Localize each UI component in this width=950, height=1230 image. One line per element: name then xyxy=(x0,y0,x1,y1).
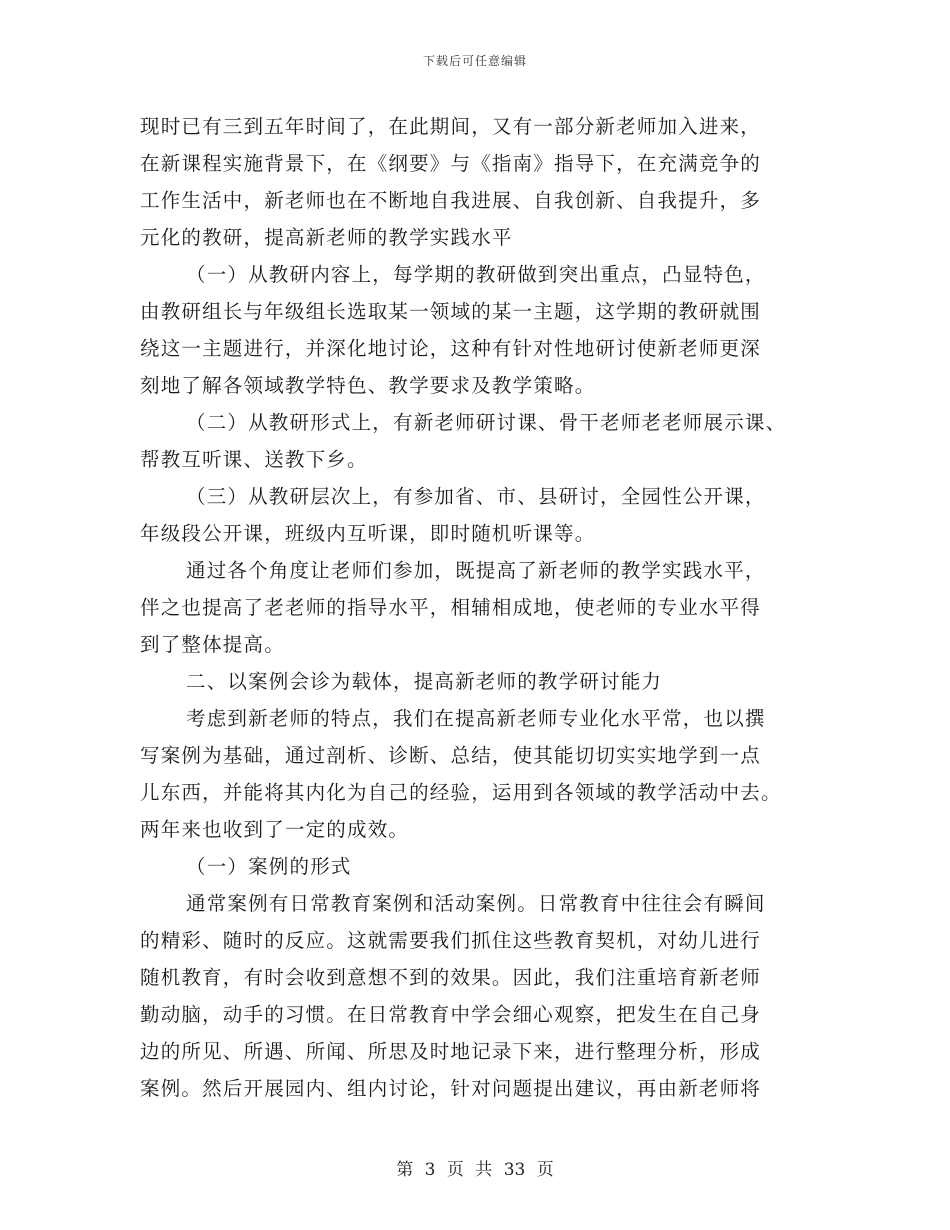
text-line: 考虑到新老师的特点，我们在提高新老师专业化水平常，也以撰 xyxy=(186,707,766,730)
text-line: 案例。然后开展园内、组内讨论，针对问题提出建议，再由新老师将 xyxy=(140,1077,762,1100)
text-line: 通过各个角度让老师们参加，既提高了新老师的教学实践水平， xyxy=(186,559,766,582)
text-line: 现时已有三到五年时间了，在此期间，又有一部分新老师加入进来， xyxy=(140,115,762,138)
page-number: 第 3 页 共 33 页 xyxy=(396,1160,554,1180)
paragraph xyxy=(140,885,820,1107)
text-line: 年级段公开课，班级内互听课，即时随机听课等。 xyxy=(140,522,596,545)
paragraph xyxy=(140,108,820,256)
text-line: 在新课程实施背景下，在《纲要》与《指南》指导下，在充满竞争的 xyxy=(140,152,762,175)
subsection-heading xyxy=(140,848,820,885)
text-line: 的精彩、随时的反应。这就需要我们抓住这些教育契机，对幼儿进行 xyxy=(140,929,762,952)
text-line: 随机教育，有时会收到意想不到的效果。因此，我们注重培育新老师 xyxy=(140,966,762,989)
text-line: 元化的教研，提高新老师的教学实践水平 xyxy=(140,226,513,249)
text-line: 勤动脑，动手的习惯。在日常教育中学会细心观察，把发生在自己身 xyxy=(140,1003,762,1026)
text-line: 伴之也提高了老老师的指导水平，相辅相成地，使老师的专业水平得 xyxy=(140,596,762,619)
paragraph xyxy=(140,404,820,478)
text-line: （一）从教研内容上，每学期的教研做到突出重点，凸显特色， xyxy=(186,263,766,286)
text-line: （一）案例的形式 xyxy=(186,855,352,878)
document-body xyxy=(140,108,820,1107)
text-line: 边的所见、所遇、所闻、所思及时地记录下来，进行整理分析，形成 xyxy=(140,1040,762,1063)
text-line: 二、以案例会诊为载体，提高新老师的教学研讨能力 xyxy=(186,670,663,693)
text-line: 刻地了解各领域教学特色、教学要求及教学策略。 xyxy=(140,374,596,397)
text-line: 帮教互听课、送教下乡。 xyxy=(140,448,368,471)
text-line: 通常案例有日常教育案例和活动案例。日常教育中往往会有瞬间 xyxy=(186,892,766,915)
paragraph xyxy=(140,700,820,848)
text-line: 工作生活中，新老师也在不断地自我进展、自我创新、自我提升，多 xyxy=(140,189,762,212)
text-line: 由教研组长与年级组长选取某一领域的某一主题，这学期的教研就围 xyxy=(140,300,762,323)
text-line: 两年来也收到了一定的成效。 xyxy=(140,818,410,841)
section-heading xyxy=(140,663,820,700)
text-line: （三）从教研层次上，有参加省、市、县研讨，全园性公开课， xyxy=(186,485,766,508)
paragraph xyxy=(140,256,820,404)
text-line: 到了整体提高。 xyxy=(140,633,285,656)
text-line: （二）从教研形式上，有新老师研讨课、骨干老师老老师展示课、 xyxy=(186,411,787,434)
paragraph xyxy=(140,478,820,552)
paragraph xyxy=(140,552,820,663)
text-line: 写案例为基础，通过剖析、诊断、总结，使其能切切实实地学到一点 xyxy=(140,744,762,767)
page-header: 下载后可任意编辑 xyxy=(422,54,527,68)
text-line: 绕这一主题进行，并深化地讨论，这种有针对性地研讨使新老师更深 xyxy=(140,337,762,360)
text-line: 儿东西，并能将其内化为自己的经验，运用到各领域的教学活动中去。 xyxy=(140,781,782,804)
